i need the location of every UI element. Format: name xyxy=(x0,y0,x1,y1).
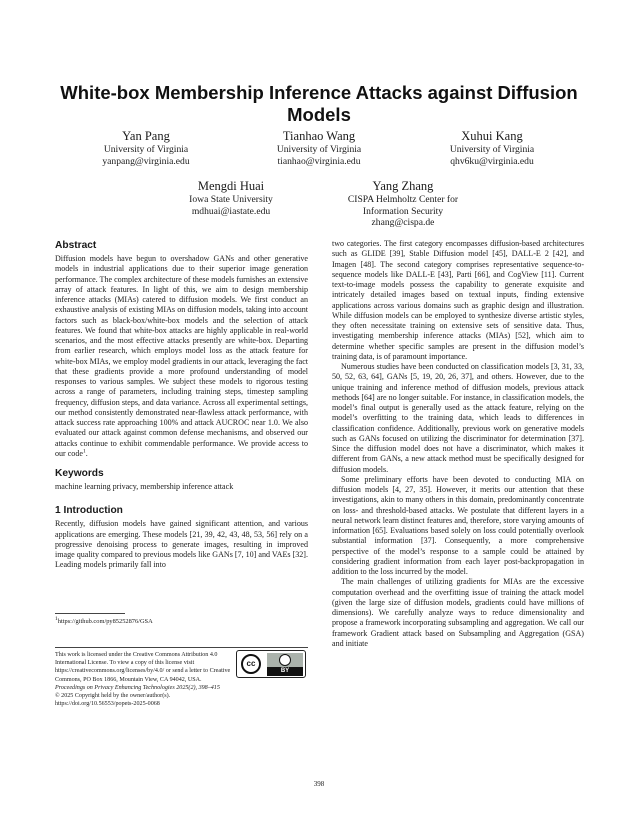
keywords-text: machine learning privacy, membership inference attack xyxy=(55,482,234,491)
license-divider xyxy=(55,647,308,648)
author-block xyxy=(432,129,552,167)
footnote-marker: 1 xyxy=(82,448,86,455)
by-label: BY xyxy=(267,667,303,676)
author-name: Yang Zhang xyxy=(372,179,434,193)
cc-by-license-icon[interactable] xyxy=(236,650,306,678)
author-name: Tianhao Wang xyxy=(282,129,356,143)
author-affiliation: CISPA Helmholtz Center for xyxy=(347,194,459,205)
author-block xyxy=(258,129,380,167)
body-paragraph: Some preliminary efforts have been devoted to conducting MIA on diffusion models [4, 27, 35]. However, it merits our attention that these investigations, akin to many others in this domain, predominantly concentrate on loss- and threshold-based attacks. We postulate that different layers in a neural network learn distinct features and, therefore, store varying amounts of information [65]. Evaluations based solely on loss could potentially overlook substantial information [37]. Consequently, a more comprehensive perspective of the model’s response to a sample could be attained by considering gradient information from each layer post-backpropagation in addition to the loss incurred by the model. xyxy=(332,474,584,576)
proceedings-line: Proceedings on Privacy Enhancing Technologies 2025(2), 398–415 xyxy=(55,684,220,691)
author-block xyxy=(86,129,206,167)
footnote xyxy=(55,615,308,626)
author-email: yanpang@virginia.edu xyxy=(102,155,190,167)
author-affiliation: Iowa State University xyxy=(189,194,273,205)
person-icon xyxy=(279,654,291,666)
body-paragraph: two categories. The first category encompasses diffusion-based architectures such as GLIDE [39], Stable Diffusion model [45], DALL-E 2 [42], and Imagen [48]. The second category comprises representative sequence-to-sequence models like DALL-E [43], Parti [66], and CogView [11]. Current text-to-image models possess the capability to generate exquisite and intricately detailed images based on textual inputs, finding extensive applications across various domains such as graphic design and illustration. While diffusion models can be employed to synthesize diverse artistic styles, they often necessitate training on extensive sets of sensitive data. Thus, investigating membership inference attacks (MIAs) [52], which aim to determine whether specific samples are present in the diffusion model’s training data, is of paramount importance. xyxy=(332,239,584,361)
author-name: Mengdi Huai xyxy=(197,179,265,193)
abstract-heading: Abstract xyxy=(55,240,97,251)
right-column xyxy=(332,239,584,649)
body-paragraph: The main challenges of utilizing gradients for MIAs are the excessive computation overhead and the overfitting issue of training the attack model (given the large size of diffusion models, gradients could have millions of dimensions). We carefully analyze ways to reduce dimensionality and propose a framework incorporating subsampling and aggregation. We call our framework Gradient attack based on Subsampling and Aggregation (GSA) and initiate xyxy=(332,577,584,648)
paper-title: White-box Membership Inference Attacks against Diffusion Models xyxy=(60,82,578,125)
introduction-paragraph: Recently, diffusion models have gained significant attention, and various applications are emerging. These models [21, 39, 42, 43, 48, 53, 56] rely on a progressive denoising process to generate images, resulting in improved image quality compared to previous models like GANs [7, 10] and VAEs [32]. Leading models primarily fall into xyxy=(55,519,308,570)
abstract-end: . xyxy=(85,448,88,458)
author-affiliation: University of Virginia xyxy=(449,144,535,155)
footnote-number: 1 xyxy=(55,615,58,622)
body-paragraph: Numerous studies have been conducted on classification models [3, 31, 33, 50, 52, 63, 64], GANs [5, 19, 20, 26, 37], and others. However, due to the unique training and inference method of diffusion models, previous attack methods [64] are no longer suitable. For instance, in classification models, the model’s final output is generally used as the attack feature, relying on the model’s overfitting to the training data, which leads to differences in classification confidence. Additionally, previous work on generative models such as GANs focused on utilizing the discriminator for determination [37]. Since the diffusion model does not have a discriminator, which makes it different from GANs, a new attack method must be specifically designed for diffusion models. xyxy=(332,362,584,474)
copyright-line: © 2025 Copyright held by the owner/author(s). xyxy=(55,693,171,700)
footnote-divider xyxy=(55,613,125,614)
author-email: zhang@cispa.de xyxy=(371,217,435,229)
abstract-body: Diffusion models have begun to overshadow GANs and other generative models in industrial applications due to their superior image generation performance. The complex architecture of these models furnishes an extensive array of attack features. In light of this, we aim to design membership inference attacks (MIAs) catered to diffusion models. We first conduct an exhaustive analysis of existing MIAs on diffusion models, taking into account factors such as black-box/white-box models and the selection of attack features. We found that white-box attacks are highly applicable in real-world scenarios, and the most effective attacks presently are white-box. Departing from earlier research, which employs model loss as the attack feature for white-box MIAs, we employ model gradients in our attack, leveraging the fact that these gradients provide a more profound understanding of model responses to various samples. We subject these models to rigorous testing across a range of parameters, including training steps, timestep sampling frequency, diffusion steps, and data variance. Across all experimental settings, our method consistently demonstrated near-flawless attack performance, with attack success rate approaching 100% and attack AUCROC near 1.0. We also evaluated our attack against common defense mechanisms, and observed our attacks continue to exhibit commendable performance. We provide access to our code xyxy=(55,254,308,458)
author-affiliation: University of Virginia xyxy=(103,144,189,155)
introduction-heading: 1 Introduction xyxy=(55,505,123,517)
left-column xyxy=(55,239,308,571)
doi-link[interactable]: https://doi.org/10.56553/popets-2025-0068 xyxy=(55,701,160,708)
author-name: Xuhui Kang xyxy=(461,129,523,143)
author-block xyxy=(338,179,468,229)
author-affiliation: University of Virginia xyxy=(276,144,362,155)
license-text: This work is licensed under the Creative Commons Attribution 4.0 International License. To view a copy of this license visit https://creativecommons.org/licenses/by/4.0/ or send a letter to Creative Commons, PO Box 1866, Mountain View, CA 94042, USA. xyxy=(55,652,231,683)
keywords-heading: Keywords xyxy=(55,468,104,479)
author-affiliation: Information Security xyxy=(362,205,444,217)
page-number: 398 xyxy=(313,780,325,788)
author-email: qhv6ku@virginia.edu xyxy=(450,155,534,167)
footnote-link[interactable]: https://github.com/py85252876/GSA xyxy=(57,618,153,625)
author-email: mdhuai@iastate.edu xyxy=(191,205,271,217)
author-name: Yan Pang xyxy=(122,129,170,143)
author-email: tianhao@virginia.edu xyxy=(277,155,361,167)
cc-icon: cc xyxy=(241,654,261,674)
abstract-text xyxy=(55,254,308,459)
author-block xyxy=(170,179,292,217)
